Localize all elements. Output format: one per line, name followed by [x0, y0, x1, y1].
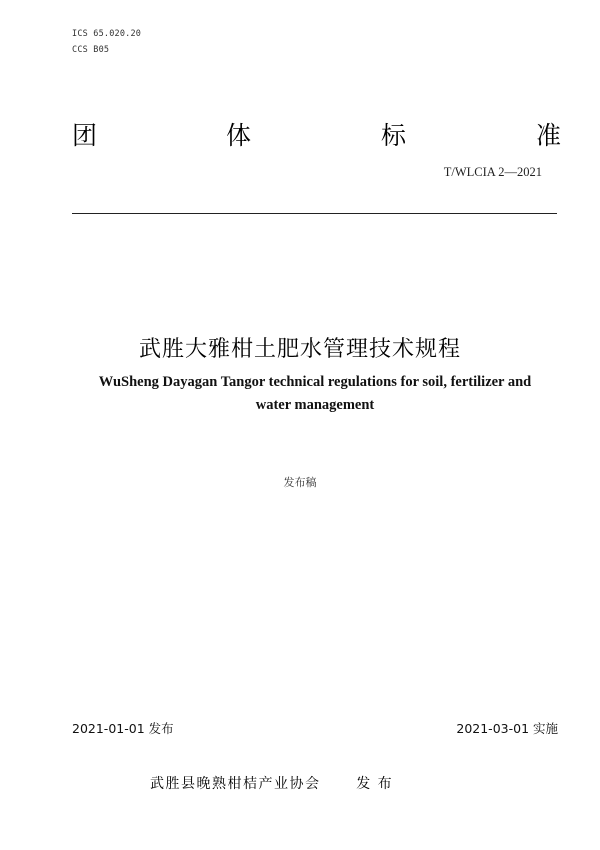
- draft-stage-label: 发布稿: [283, 476, 317, 489]
- implementation-date: 2021-03-01 实施: [456, 721, 558, 736]
- document-title-english: WuSheng Dayagan Tangor technical regulations for soil, fertilizer and water management: [98, 374, 532, 413]
- standard-type-char: 体: [226, 121, 252, 150]
- ccs-code: CCS B05: [72, 45, 110, 55]
- publish-date: 2021-01-01 发布: [72, 721, 174, 736]
- ics-code: ICS 65.020.20: [72, 29, 142, 39]
- header-divider: [72, 213, 557, 214]
- standard-type-char: 标: [381, 121, 407, 150]
- standard-type-char: 准: [536, 121, 562, 150]
- issuing-organization: 武胜县晚熟柑桔产业协会 发 布: [150, 776, 394, 792]
- document-title-chinese: 武胜大雅柑土肥水管理技术规程: [138, 337, 461, 362]
- standard-type-char: 团: [72, 121, 98, 150]
- standard-number: T/WLCIA 2—2021: [443, 165, 542, 179]
